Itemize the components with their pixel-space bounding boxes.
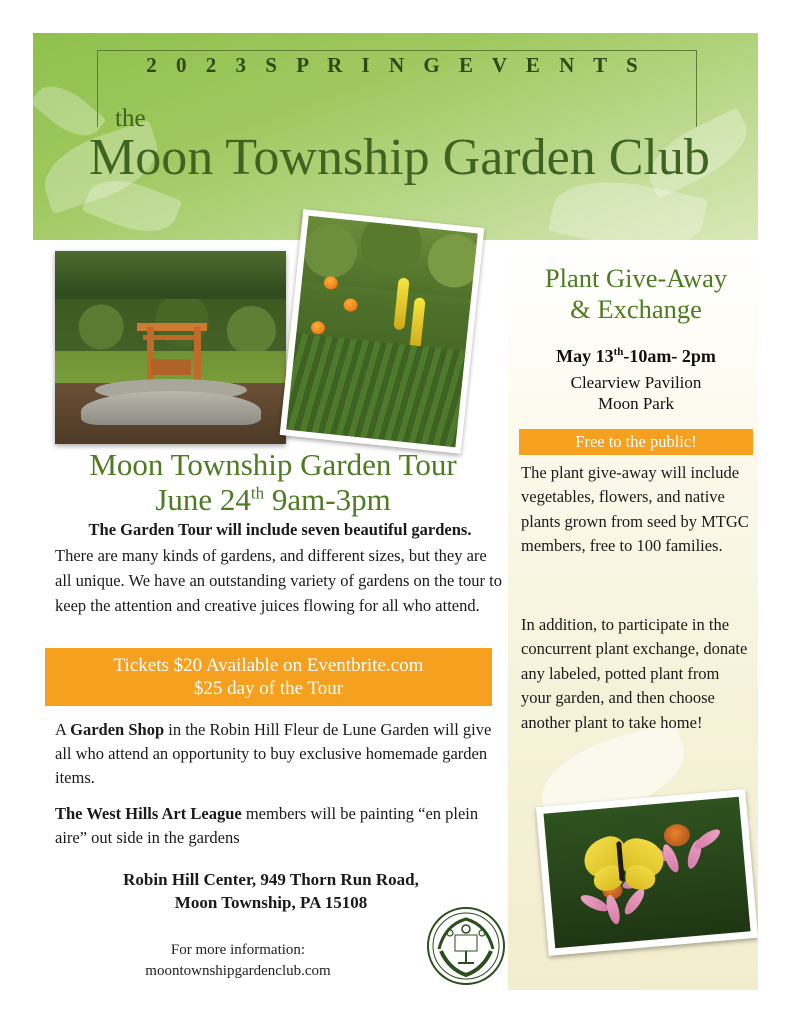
free-to-public-badge: Free to the public! — [519, 429, 753, 455]
plant-date-text: May 13 — [556, 346, 614, 366]
tour-time-text: 9am-3pm — [264, 481, 391, 517]
plant-venue-line2: Moon Park — [597, 394, 675, 414]
plant-giveaway-description: The plant give-away will include vegetables, flowers, and native plants grown from seed by MTGC members, free to 100 families. — [521, 463, 749, 556]
plant-giveaway-heading-line1: Plant Give-Away — [544, 263, 728, 293]
venue-address-line1: Robin Hill Center, 949 Thorn Run Road, — [123, 870, 419, 889]
page-title: Moon Township Garden Club — [89, 129, 710, 186]
plant-date-ordinal: th — [613, 346, 624, 358]
venue-address-line2: Moon Township, PA 15108 — [174, 892, 368, 912]
ticket-price-line1: Tickets $20 Available on Eventbrite.com — [113, 654, 424, 676]
garden-tour-heading — [43, 448, 503, 517]
plant-exchange-description: In addition, to participate in the concurrent plant exchange, donate any labeled, potted plant from your garden, and then choose another plant to take home! — [521, 615, 748, 732]
garden-tour-heading-line1: Moon Township Garden Tour — [89, 447, 457, 482]
ticket-price-banner — [45, 648, 492, 706]
website-url[interactable]: moontownshipgardenclub.com — [145, 963, 331, 979]
tour-date-text: June 24 — [155, 481, 251, 517]
ticket-price-line2: $25 day of the Tour — [193, 678, 344, 699]
garden-shop-text-pre: A — [55, 720, 71, 739]
header-the-word: the — [115, 105, 146, 132]
flower-bed-photo — [280, 209, 485, 454]
flyer-page — [33, 33, 758, 990]
plant-giveaway-heading — [516, 263, 756, 326]
art-league-paragraph — [55, 802, 507, 850]
garden-shop-paragraph — [55, 718, 507, 790]
garden-arbor-photo — [55, 251, 286, 444]
more-information-label: For more information: — [170, 942, 306, 958]
garden-shop-label: Garden Shop — [70, 720, 165, 739]
header-band — [33, 33, 758, 240]
tour-date-ordinal: th — [250, 483, 265, 503]
garden-tour-heading-line2 — [43, 483, 503, 518]
garden-tour-lead: The Garden Tour will include seven beautiful gardens. — [88, 520, 472, 539]
plant-venue-line1: Clearview Pavilion — [570, 373, 702, 392]
butterfly-coneflower-photo — [536, 789, 758, 956]
plant-time-text: -10am- 2pm — [623, 346, 716, 366]
plant-giveaway-heading-line2: & Exchange — [570, 294, 702, 325]
garden-club-seal-icon — [425, 905, 507, 987]
garden-shop-text-post: in the Robin Hill Fleur de Lune Garden will give all who attend an opportunity to buy exclusive homemade garden items. — [55, 720, 492, 787]
art-league-label: The West Hills Art League — [55, 804, 242, 823]
plant-giveaway-date — [516, 346, 756, 367]
plant-giveaway-venue — [516, 372, 756, 415]
art-league-text: members will be painting “en plein aire” out side in the gardens — [55, 804, 479, 847]
garden-tour-body: There are many kinds of gardens, and different sizes, but they are all unique. We have an outstanding variety of gardens on the tour to keep the attention and creative juices flowing for all who attend. — [55, 546, 502, 615]
header-kicker: 2 0 2 3 S P R I N G E V E N T S — [146, 53, 645, 77]
more-information — [63, 940, 413, 982]
